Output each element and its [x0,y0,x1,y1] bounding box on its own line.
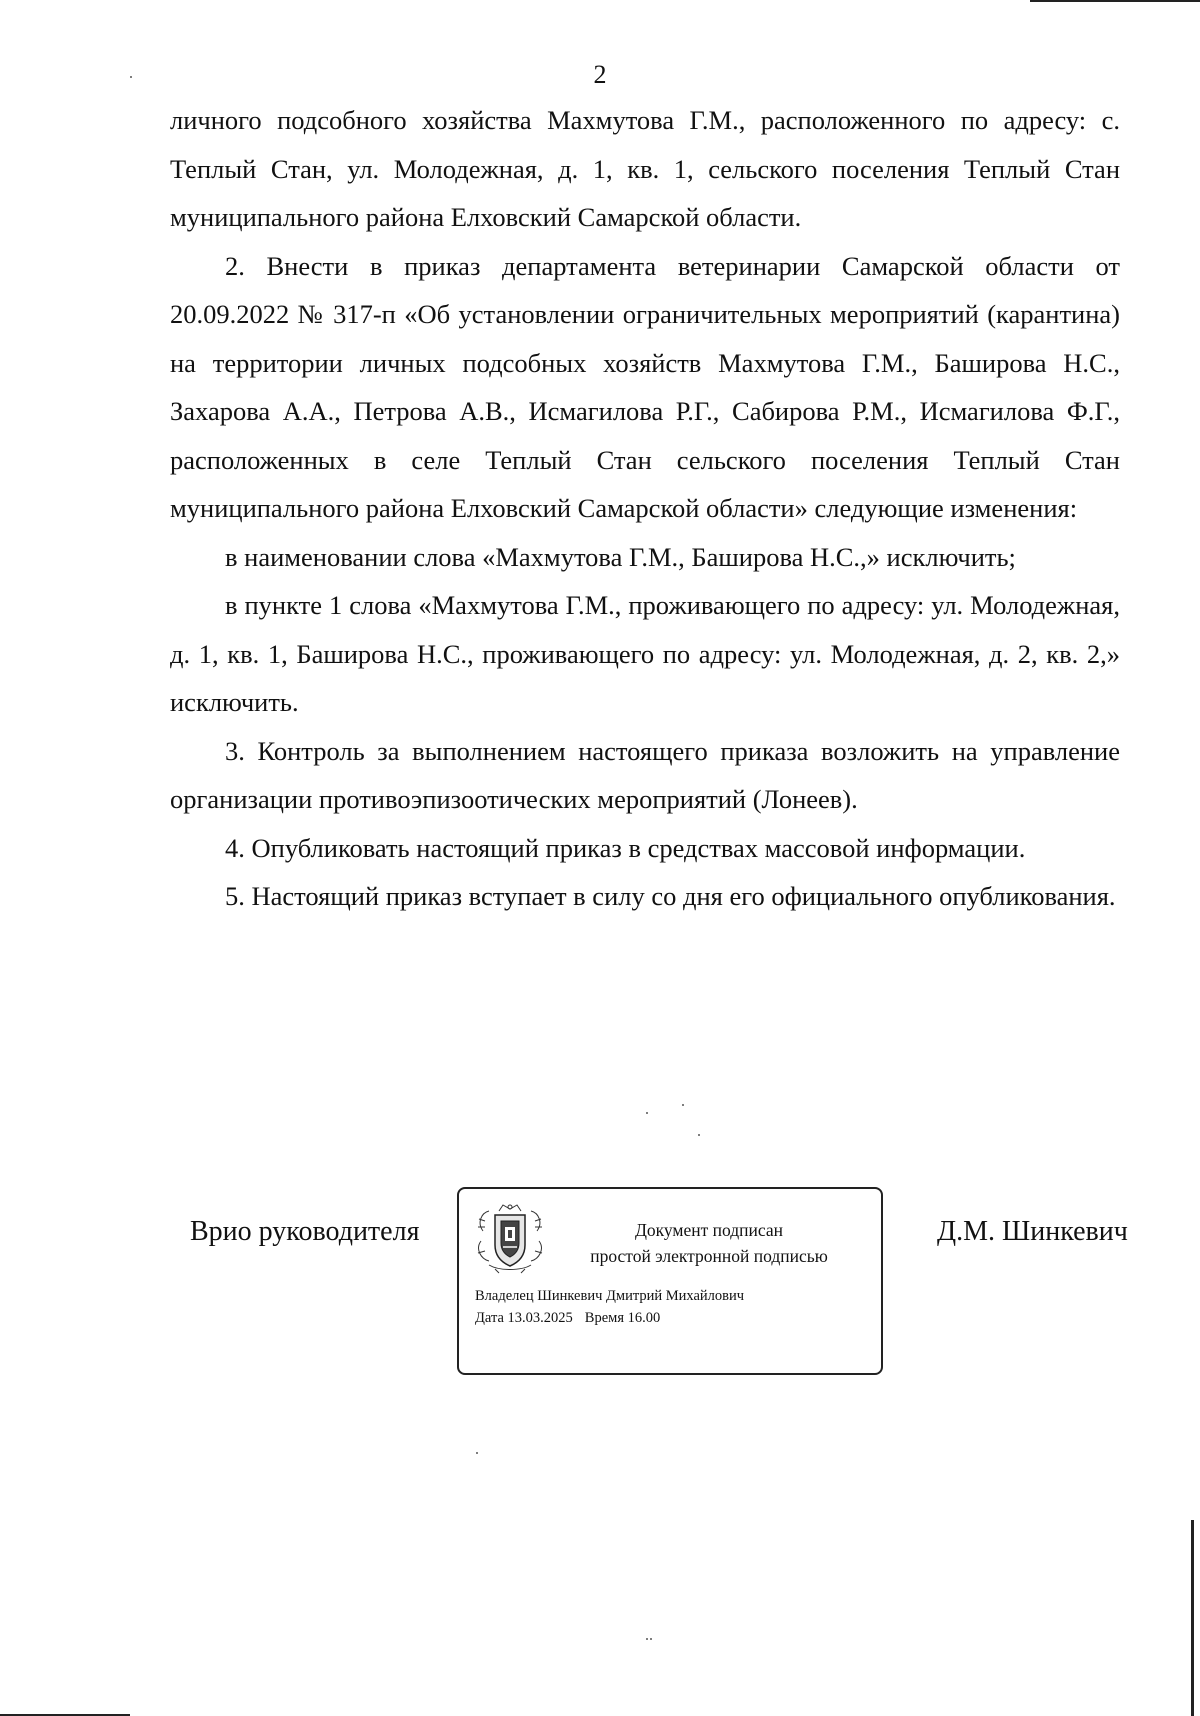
paragraph-item-2-title-change: в наименовании слова «Махмутова Г.М., Баширова Н.С.,» исключить; [225,541,1016,572]
scan-edge-line-top [1030,0,1200,2]
coat-of-arms-icon [475,1201,545,1275]
signatory-name: Д.М. Шинкевич [937,1216,1128,1247]
stamp-details [475,1285,744,1329]
scan-speck [476,1452,478,1454]
electronic-signature-stamp [457,1187,883,1375]
stamp-title-line-1: Документ подписан [634,1220,784,1240]
scan-speck [646,1638,648,1640]
scan-speck [650,1638,652,1640]
paragraph-item-4: 4. Опубликовать настоящий приказ в средствах массовой информации. [225,832,1026,863]
page-number: 2 [593,60,607,89]
paragraph-item-2: 2. Внести в приказ департамента ветеринарии Самарской области от 20.09.2022 № 317-п «Об установлении ограничительных мероприятий (карантина) на территории личных подсобных хозяйств Махмутова Г.М., Баширова Н.С., Захарова А.А., Петрова А.В., Исмагилова Р.Г., Сабирова Р.М., Исмагилова Ф.Г., расположенных в селе Теплый Стан сельского поселения Теплый Стан муниципального района Елховский Самарской области» следующие изменения: [170,250,1120,523]
paragraph-item-3: 3. Контроль за выполнением настоящего приказа возложить на управление организации противоэпизоотических мероприятий (Лонеев). [170,735,1120,814]
signatory-position: Врио руководителя [190,1216,420,1247]
document-body [170,96,1120,921]
paragraph-item-5: 5. Настоящий приказ вступает в силу со дня его официального опубликования. [225,881,1116,911]
stamp-title [559,1217,859,1269]
stamp-owner: Владелец Шинкевич Дмитрий Михайлович [475,1288,745,1304]
paragraph-item-2-point-1-change: в пункте 1 слова «Махмутова Г.М., проживающего по адресу: ул. Молодежная, д. 1, кв. 1, Баширова Н.С., проживающего по адресу: ул. Молодежная, д. 2, кв. 2,» исключить. [170,590,1120,717]
scan-edge-line-right [1191,1520,1194,1716]
scan-speck [646,1112,648,1114]
stamp-date-time [475,1307,744,1329]
stamp-date: Дата 13.03.2025 [475,1310,573,1326]
scan-speck [698,1134,700,1136]
stamp-title-line-2: простой электронной подписью [590,1246,828,1266]
paragraph-continuation: личного подсобного хозяйства Махмутова Г.М., расположенного по адресу: с. Теплый Стан, ул. Молодежная, д. 1, кв. 1, сельского поселения Теплый Стан муниципального района Елховский Самарской области. [170,105,1120,232]
scan-speck [682,1104,684,1106]
stamp-time: Время 16.00 [584,1310,661,1326]
